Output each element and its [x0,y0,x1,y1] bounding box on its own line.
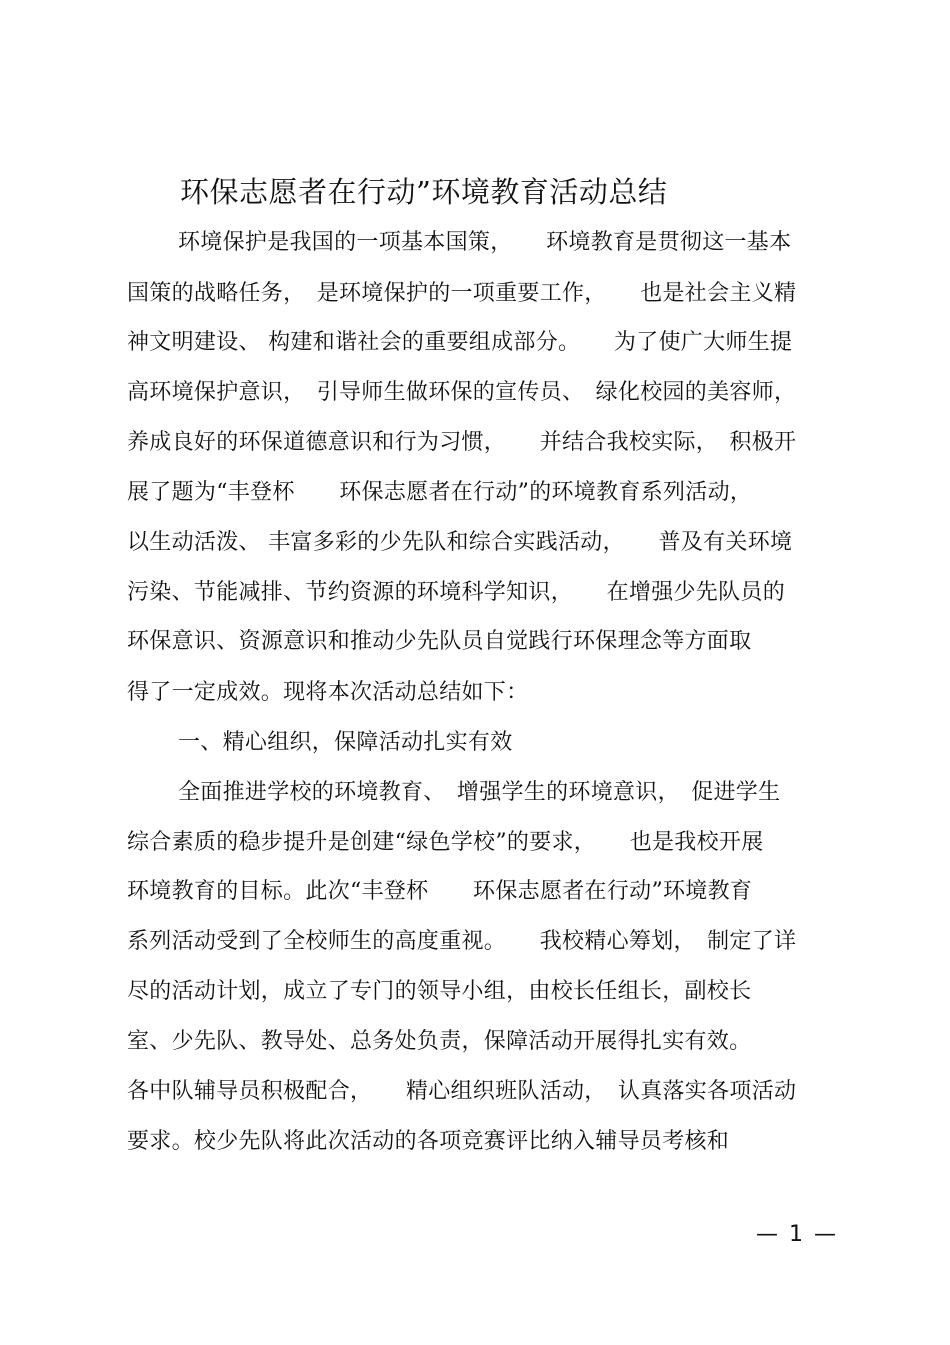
paragraph-line: 室、少先队、教导处、总务处负责，保障活动开展得扎实有效。 [127,1029,752,1054]
paragraph-line: 国策的战略任务， 是环境保护的一项重要工作， 也是社会主义精 [127,281,797,306]
paragraph-line: 污染、节能减排、节约资源的环境科学知识， 在增强少先队员的 [127,580,786,605]
paragraph-line: 各中队辅导员积极配合， 精心组织班队活动， 认真落实各项活动 [127,1079,797,1104]
paragraph-line: 养成良好的环保道德意识和行为习惯， 并结合我校实际， 积极开 [127,430,797,455]
paragraph-line: 以生动活泼、 丰富多彩的少先队和综合实践活动， 普及有关环境 [127,530,793,555]
paragraph-line: 展了题为“丰登杯 环保志愿者在行动”的环境教育系列活动， [127,480,753,505]
paragraph-line: 环境教育的目标。此次“丰登杯 环保志愿者在行动”环境教育 [127,879,753,904]
section-heading: 一、精心组织，保障活动扎实有效 [178,730,513,755]
paragraph-line: 环保意识、资源意识和推动少先队员自觉践行环保理念等方面取 [127,629,752,654]
paragraph-line: 得了一定成效。现将本次活动总结如下： [127,680,529,705]
paragraph-line: 环境保护是我国的一项基本国策， 环境教育是贯彻这一基本 [178,230,792,255]
paragraph-line: 要求。校少先队将此次活动的各项竞赛评比纳入辅导员考核和 [127,1129,730,1154]
paragraph-line: 尽的活动计划，成立了专门的领导小组，由校长任组长，副校长 [127,979,752,1004]
page-number: — 1 — [756,1222,838,1247]
paragraph-line: 神文明建设、 构建和谐社会的重要组成部分。 为了使广大师生提 [127,330,793,355]
paragraph-line: 全面推进学校的环境教育、 增强学生的环境意识， 促进学生 [178,780,781,805]
paragraph-line: 高环境保护意识， 引导师生做环保的宣传员、 绿化校园的美容师， [127,380,797,405]
document-title: 环保志愿者在行动”环境教育活动总结 [180,175,668,209]
paragraph-line: 综合素质的稳步提升是创建“绿色学校”的要求， 也是我校开展 [127,830,764,855]
paragraph-line: 系列活动受到了全校师生的高度重视。 我校精心筹划， 制定了详 [127,929,797,954]
